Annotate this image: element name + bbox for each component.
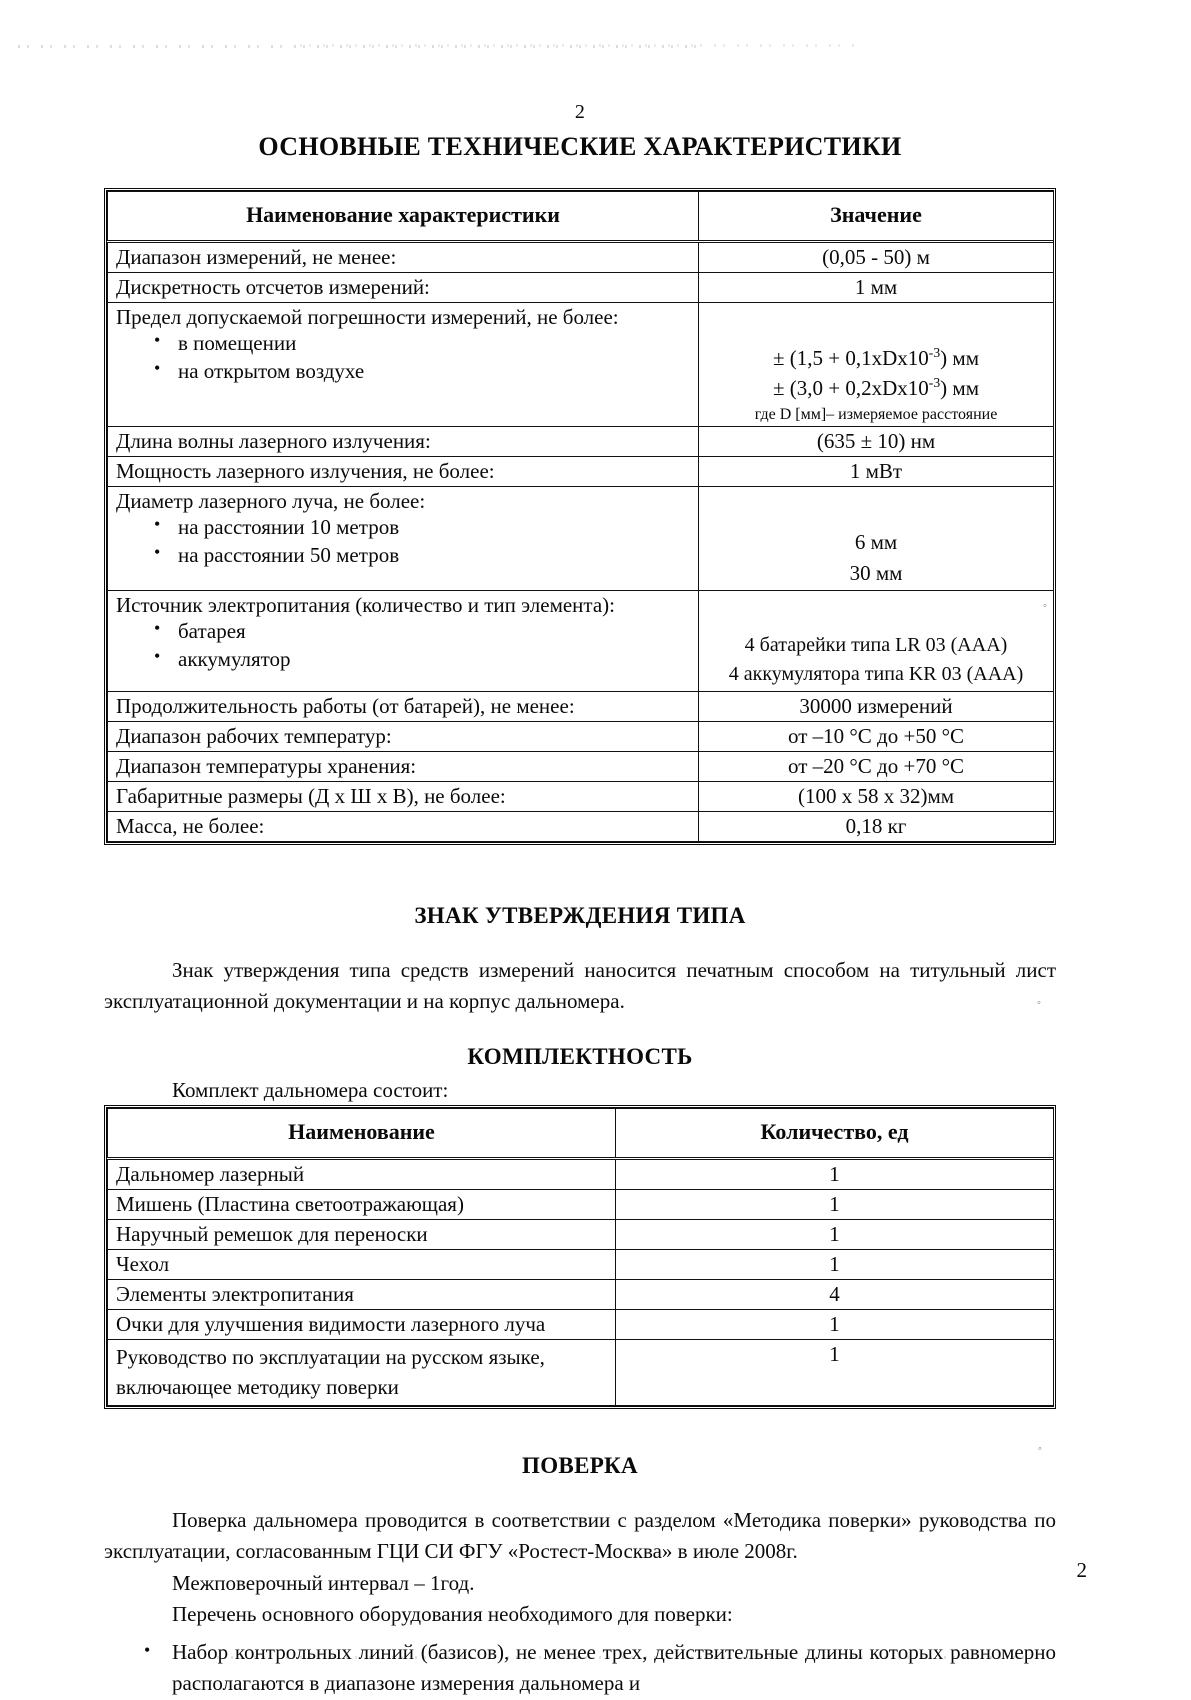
scan-speck-2: ◦ (1037, 997, 1041, 1009)
table-row (108, 811, 1054, 841)
list-item: • на расстоянии 50 метров (116, 542, 690, 570)
table-row (108, 721, 1054, 751)
table-row (108, 781, 1054, 811)
spec-row-name: Масса, не более: (108, 811, 699, 841)
verification-equipment-lead: Перечень основного оборудования необходимого для поверки: (172, 1602, 733, 1627)
table-row (108, 1158, 1054, 1189)
table-row (108, 242, 1054, 273)
completeness-row-qty: 1 (616, 1189, 1054, 1219)
approval-mark-title: ЗНАК УТВЕРЖДЕНИЯ ТИПА (414, 902, 746, 928)
table-row (108, 487, 1054, 591)
completeness-row-name: Наручный ремешок для переноски (108, 1219, 616, 1249)
completeness-table-wrapper (104, 1105, 1056, 1409)
completeness-header-name: Наименование (108, 1108, 616, 1158)
table-row (108, 303, 1054, 427)
beam-10m-value: 6 мм (854, 530, 898, 555)
table-row (108, 273, 1054, 303)
list-item: • на расстоянии 10 метров (116, 514, 690, 542)
spec-table (107, 191, 1054, 842)
spec-row-value: (0,05 - 50) м (699, 242, 1054, 273)
spec-row-name: Продолжительность работы (от батарей), не менее: (108, 691, 699, 721)
spec-row-value: 1 мВт (699, 457, 1054, 487)
list-item: • в помещении (116, 330, 690, 358)
spec-row-value: от –10 °С до +50 °С (699, 721, 1054, 751)
verification-title: ПОВЕРКА (522, 1452, 638, 1478)
scan-speck-3: ◦ (1038, 1443, 1042, 1455)
completeness-row-name: Дальномер лазерный (108, 1158, 616, 1189)
completeness-header-qty: Количество, ед (616, 1108, 1054, 1158)
spec-row-name: Длина волны лазерного излучения: (108, 427, 699, 457)
page-content (104, 0, 1056, 1700)
spec-row-name: Диапазон рабочих температур: (108, 721, 699, 751)
page-number-bottom: 2 (1076, 1558, 1087, 1582)
verification-interval-line: Межповерочный интервал – 1год. (172, 1570, 475, 1595)
spec-row-value-accuracy (699, 303, 1054, 427)
completeness-row-qty: 4 (616, 1279, 1054, 1309)
table-row (108, 1279, 1054, 1309)
beam-50m-value: 30 мм (849, 560, 903, 585)
verification-paragraph-1: Поверка дальномера проводится в соответствии с разделом «Методика поверки» руководства по эксплуатации, согласованным ГЦИ СИ ФГУ «Ростест-Москва» в июле 2008г. (104, 1507, 1056, 1564)
spec-row-label: Предел допускаемой погрешности измерений, не более: (116, 305, 619, 329)
table-row (108, 751, 1054, 781)
spec-row-value-power (699, 590, 1054, 691)
scan-speck-1: ◦ (1043, 600, 1047, 612)
page-title: ОСНОВНЫЕ ТЕХНИЧЕСКИЕ ХАРАКТЕРИСТИКИ (258, 132, 902, 161)
battery-value: 4 батарейки типа LR 03 (ААА) (744, 633, 1008, 656)
table-row (108, 457, 1054, 487)
list-item: • аккумулятор (116, 646, 690, 674)
list-item: • батарея (116, 618, 690, 646)
spec-row-bullets (116, 618, 690, 673)
spec-row-value: от –20 °С до +70 °С (699, 751, 1054, 781)
completeness-row-name: Очки для улучшения видимости лазерного луча (108, 1309, 616, 1339)
spec-row-value: (100 х 58 х 32)мм (699, 781, 1054, 811)
list-item: • Набор контрольных линий (базисов), не менее трех, действительные длины которых равномерно располагаются в диапазоне измерения дальномера и (104, 1637, 1056, 1700)
completeness-row-qty: 1 (616, 1249, 1054, 1279)
completeness-header-row (108, 1108, 1054, 1158)
completeness-row-name: Мишень (Пластина светоотражающая) (108, 1189, 616, 1219)
table-row (108, 1219, 1054, 1249)
list-item: • на открытом воздухе (116, 358, 690, 386)
table-row (108, 1339, 1054, 1405)
completeness-row-qty: 1 (616, 1158, 1054, 1189)
spec-row-name-power (108, 590, 699, 691)
spec-row-value-beam (699, 487, 1054, 591)
accuracy-note: где D [мм]– измеряемое расстояние (754, 405, 998, 423)
spec-row-name: Диапазон температуры хранения: (108, 751, 699, 781)
spec-row-bullets (116, 514, 690, 569)
spec-row-value: 1 мм (699, 273, 1054, 303)
completeness-table (107, 1108, 1054, 1406)
spec-header-value: Значение (699, 192, 1054, 242)
completeness-row-name: Руководство по эксплуатации на русском языке, включающее методику поверки (108, 1339, 616, 1405)
verification-equipment-list (104, 1637, 1056, 1700)
spec-table-wrapper (104, 188, 1056, 845)
spec-header-name: Наименование характеристики (108, 192, 699, 242)
page-number-top: 2 (574, 101, 586, 123)
table-row (108, 427, 1054, 457)
table-row (108, 1189, 1054, 1219)
completeness-row-qty: 1 (616, 1339, 1054, 1405)
completeness-intro: Комплект дальномера состоит: (172, 1077, 449, 1102)
table-row (108, 590, 1054, 691)
approval-mark-paragraph: Знак утверждения типа средств измерений наносится печатным способом на титульный лист эксплуатационной документации и на корпус дальномера. (104, 957, 1056, 1014)
table-row (108, 1249, 1054, 1279)
completeness-row-qty: 1 (616, 1219, 1054, 1249)
spec-row-label: Источник электропитания (количество и тип элемента): (116, 592, 615, 617)
spec-row-name: Диапазон измерений, не менее: (108, 242, 699, 273)
accumulator-value: 4 аккумулятора типа KR 03 (ААА) (728, 662, 1024, 685)
spec-row-name-beam (108, 487, 699, 591)
completeness-row-qty: 1 (616, 1309, 1054, 1339)
spec-row-value: (635 ± 10) нм (699, 427, 1054, 457)
spec-table-header-row (108, 192, 1054, 242)
completeness-row-name: Элементы электропитания (108, 1279, 616, 1309)
spec-row-name-accuracy (108, 303, 699, 427)
accuracy-indoor-value: ± $(1,5 + 0,1xDx10^{-3})$ мм (773, 345, 979, 370)
completeness-title: КОМПЛЕКТНОСТЬ (467, 1043, 693, 1069)
spec-row-value: 0,18 кг (699, 811, 1054, 841)
spec-row-name: Габаритные размеры (Д x Ш x В), не более: (108, 781, 699, 811)
spec-row-label: Диаметр лазерного луча, не более: (116, 489, 426, 514)
spec-row-name: Мощность лазерного излучения, не более: (108, 457, 699, 487)
spec-row-name: Дискретность отсчетов измерений: (108, 273, 699, 303)
table-row (108, 1309, 1054, 1339)
completeness-row-name: Чехол (108, 1249, 616, 1279)
table-row (108, 691, 1054, 721)
spec-row-value: 30000 измерений (699, 691, 1054, 721)
spec-row-bullets (116, 330, 690, 385)
accuracy-outdoor-value: ± $(3,0 + 0,2xDx10^{-3})$ мм (773, 375, 979, 401)
